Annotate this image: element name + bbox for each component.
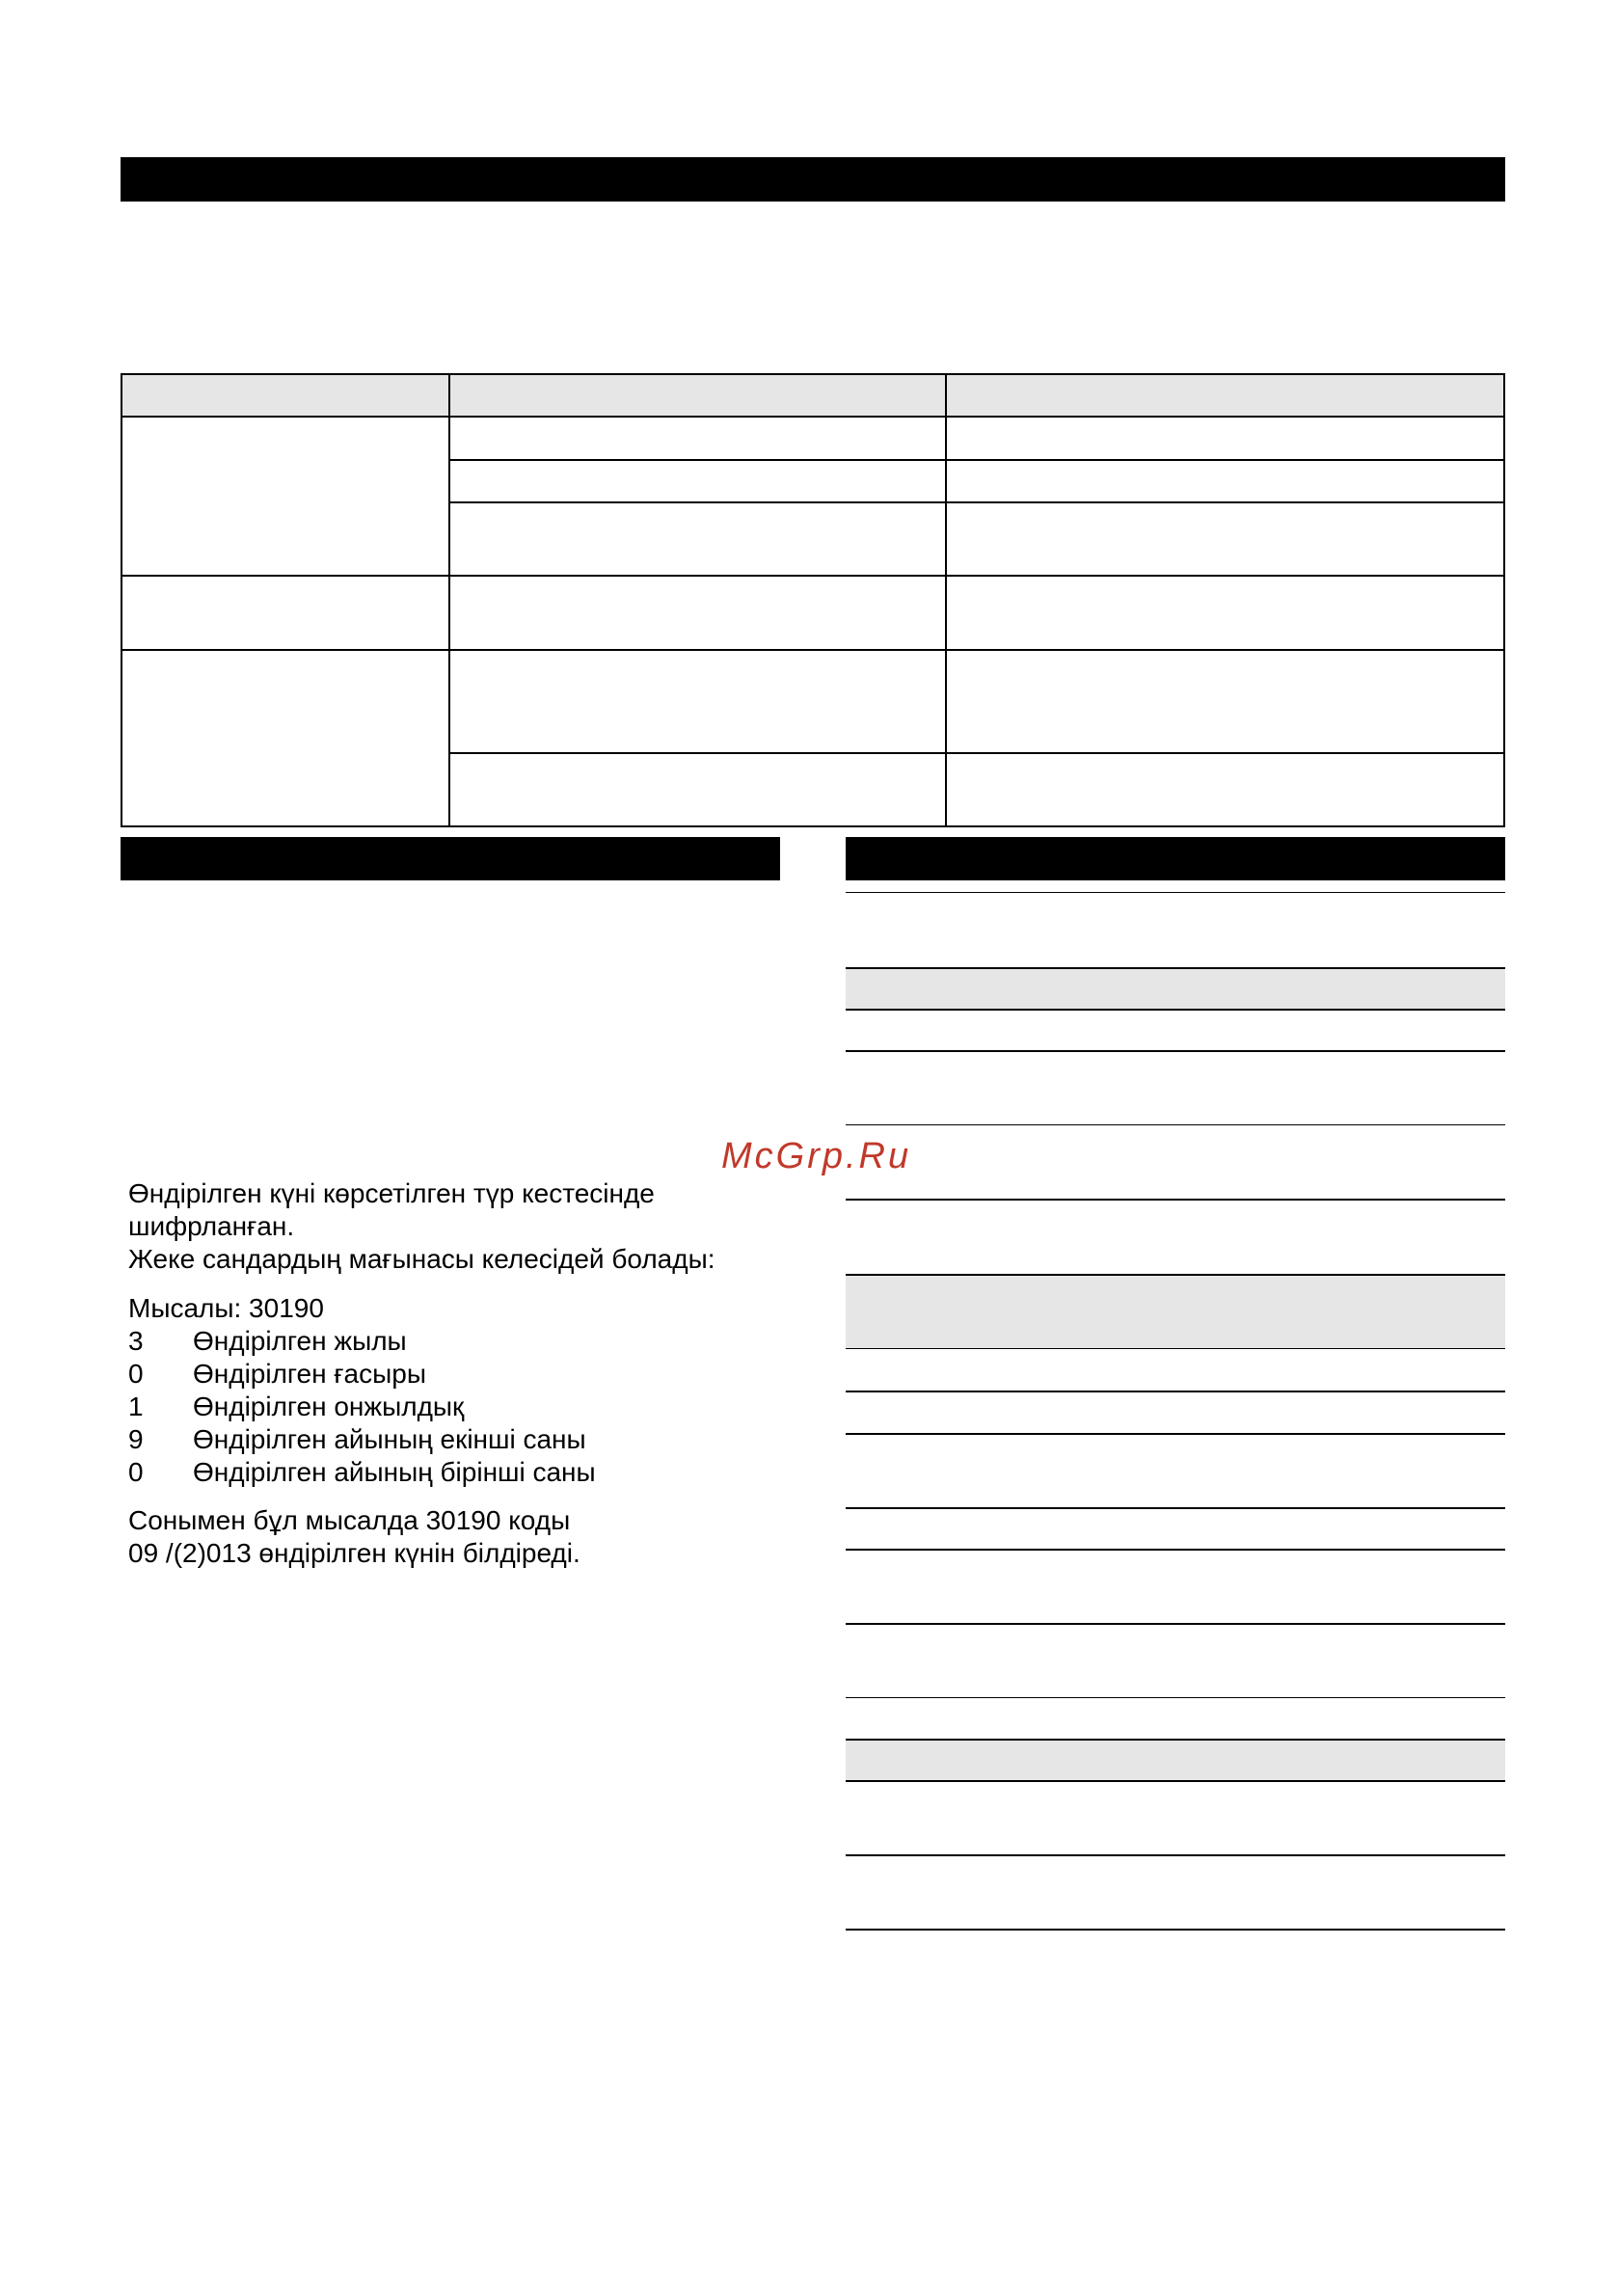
example-digit: 0 [128,1457,144,1487]
right-section-bar [846,837,1505,880]
shaded-row [846,1740,1505,1781]
table-row-divider [448,501,1503,503]
example-meaning: Өндірілген ғасыры [193,1359,426,1389]
table-col-divider [945,375,947,825]
rule [846,1697,1505,1698]
watermark-text: McGrp.Ru [721,1136,912,1176]
example-digit: 1 [128,1391,144,1421]
example-meaning: Өндірілген жылы [193,1326,407,1356]
conclusion-line: Сонымен бұл мысалда 30190 коды [128,1505,571,1535]
example-digit: 0 [128,1359,144,1389]
rule [846,1507,1505,1509]
table-row-divider [448,752,1503,754]
table-header-row [122,375,1503,416]
intro-line: Өндірілген күні көрсетілген түр кестесінде [128,1178,655,1208]
example-digit: 3 [128,1326,144,1356]
shaded-row [846,968,1505,1010]
shaded-row [846,1275,1505,1348]
rule [846,1348,1505,1349]
table-row-divider [122,575,1503,577]
table-col-divider [448,375,450,825]
rule [846,1391,1505,1392]
rule [846,1124,1505,1125]
intro-line: шифрланған. [128,1211,295,1241]
rule [846,1854,1505,1856]
rule [846,1199,1505,1201]
rule [846,1009,1505,1011]
rule [846,1739,1505,1741]
example-meaning: Өндірілген онжылдық [193,1391,465,1421]
rule [846,1780,1505,1782]
rule [846,1929,1505,1931]
rule [846,1549,1505,1551]
rule [846,967,1505,969]
intro-line: Жеке сандардың мағынасы келесідей болады: [128,1244,715,1274]
left-section-bar [121,837,780,880]
example-label: Мысалы: 30190 [128,1293,324,1323]
example-digit: 9 [128,1424,144,1454]
example-meaning: Өндірілген айының екінші саны [193,1424,586,1454]
rule [846,1433,1505,1435]
rule [846,1623,1505,1625]
table-row-divider [122,416,1503,418]
rule [846,892,1505,893]
conclusion-line: 09 /(2)013 өндірілген күнін білдіреді. [128,1538,580,1568]
spec-table [121,373,1505,827]
rule [846,1050,1505,1052]
section-header-bar [121,157,1505,202]
rule [846,1274,1505,1276]
example-meaning: Өндірілген айының бірінші саны [193,1457,596,1487]
table-row-divider [448,459,1503,461]
table-row-divider [122,649,1503,651]
